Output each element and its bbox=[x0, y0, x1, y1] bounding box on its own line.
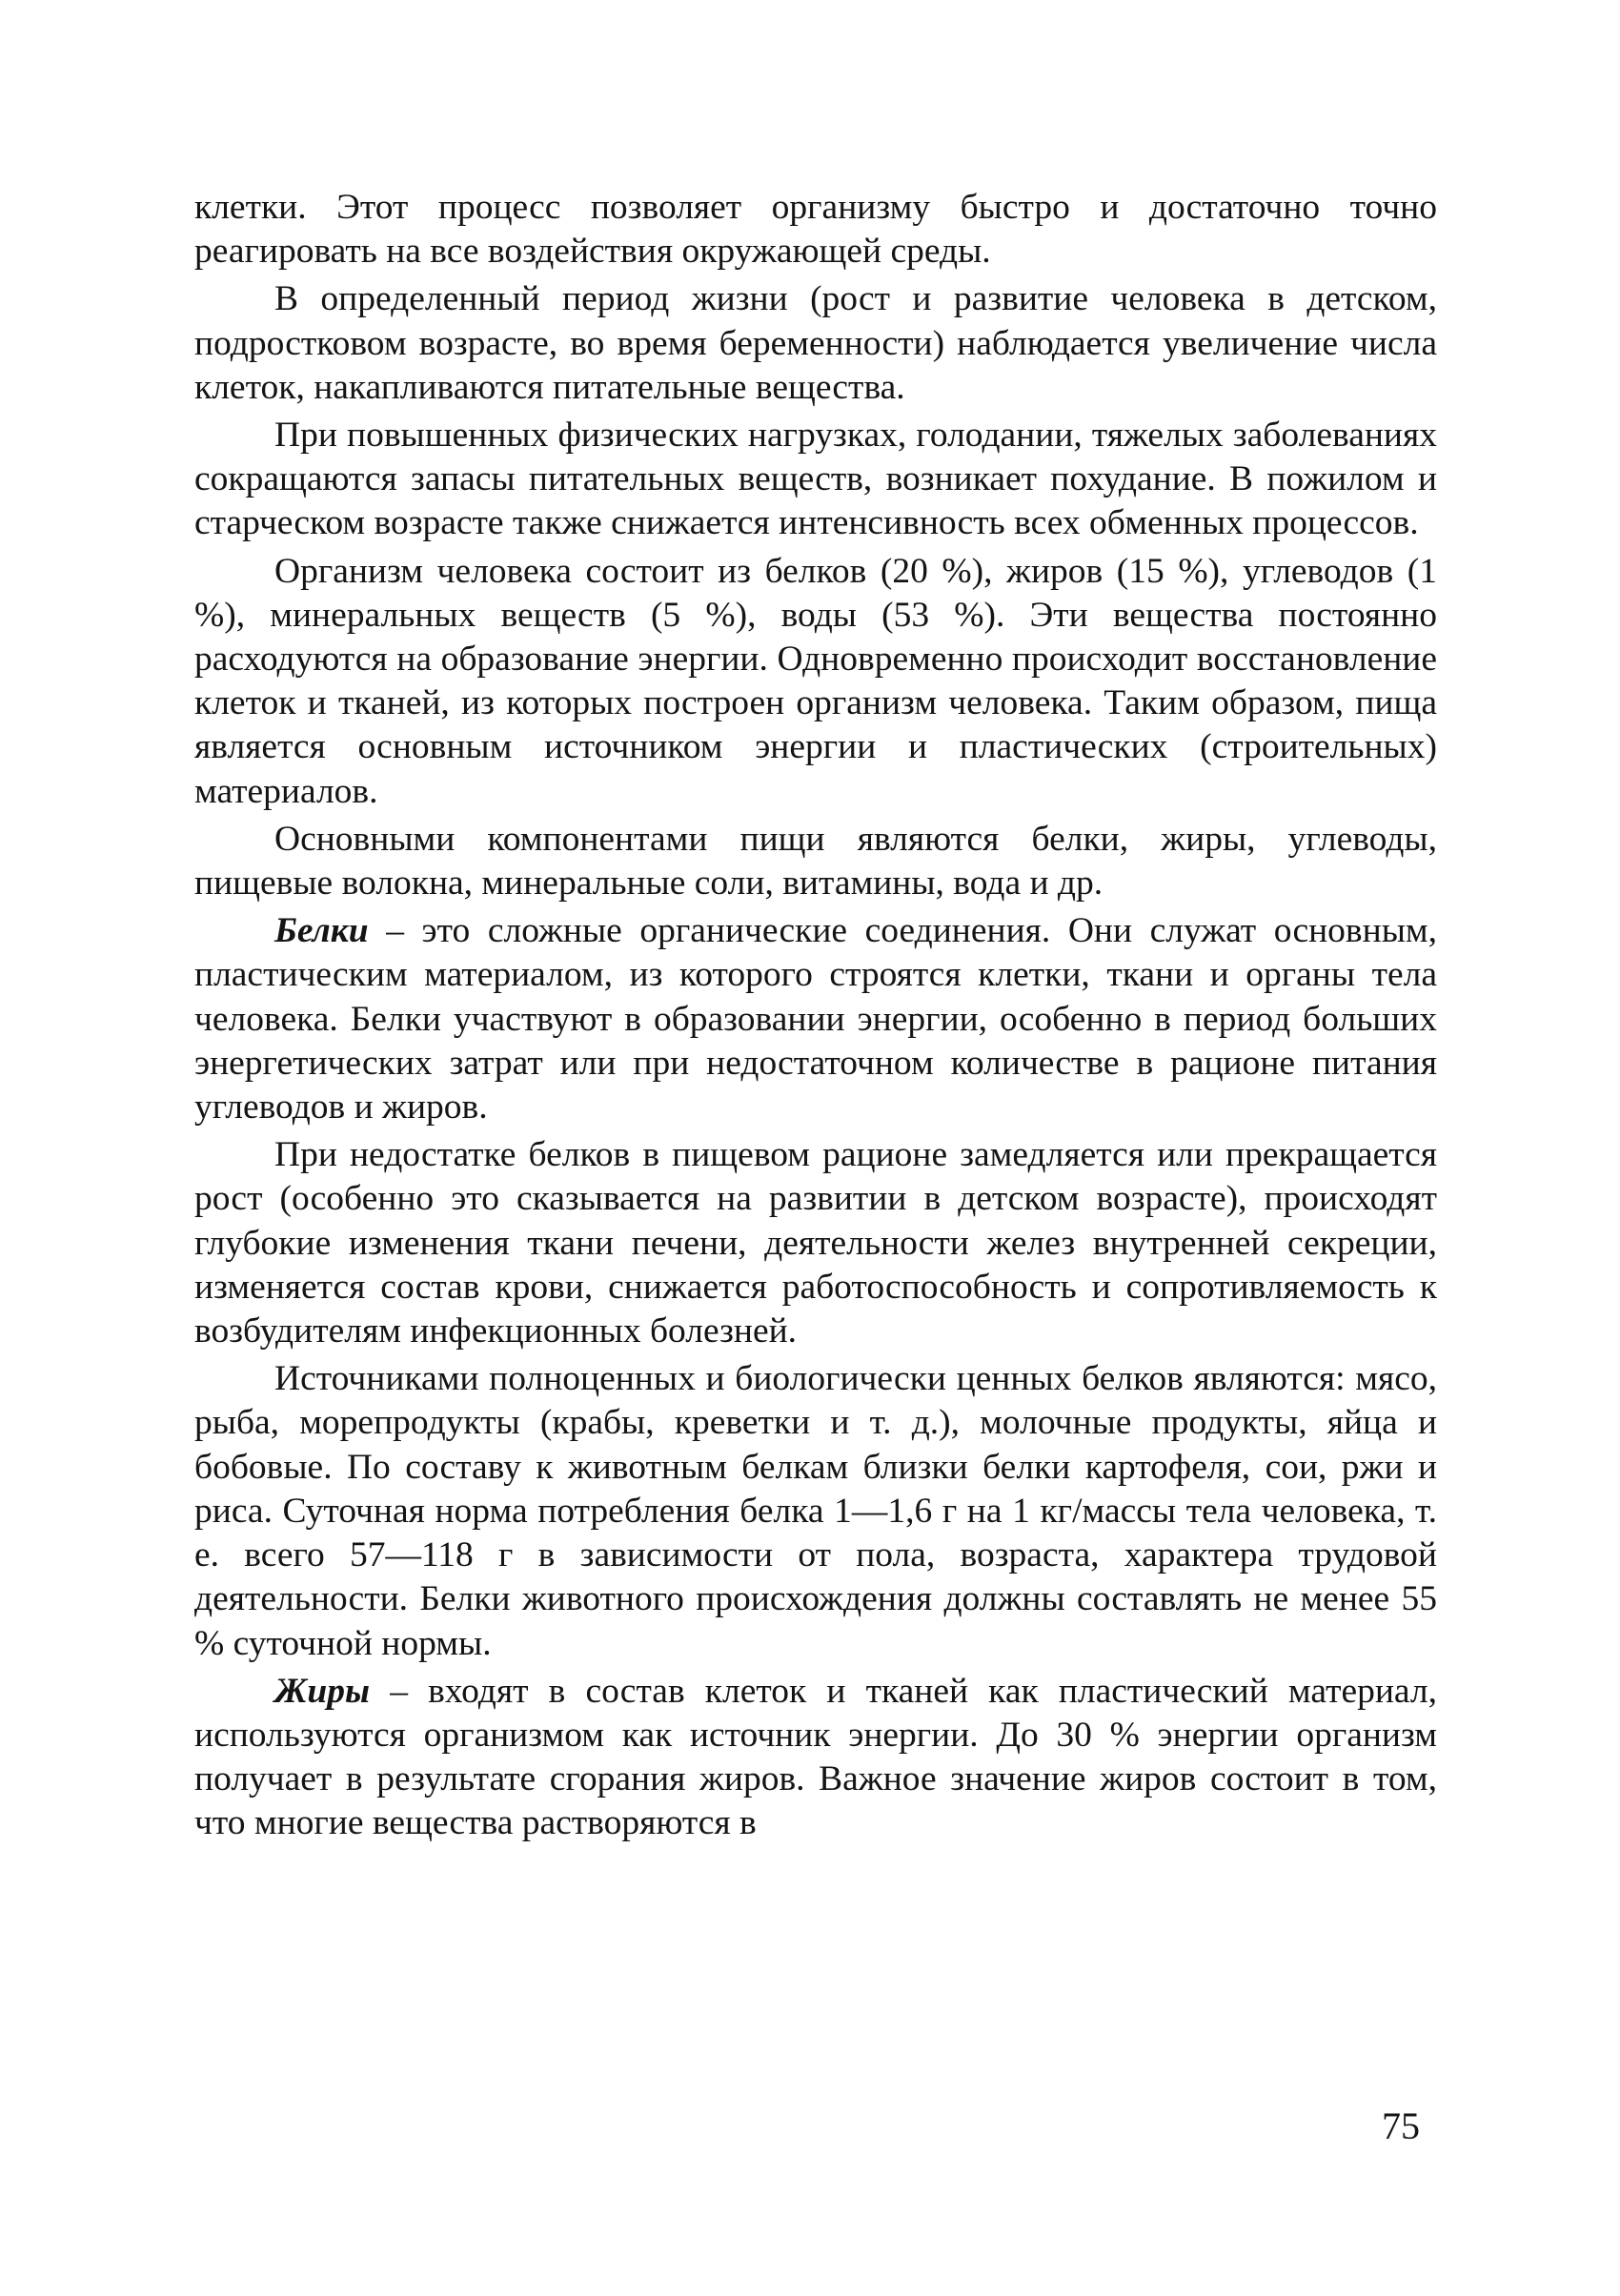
paragraph-5-text: Основными компонентами пищи являются белки, жиры, углеводы, пищевые волокна, минеральные соли, витамины, вода и др. bbox=[194, 819, 1437, 904]
paragraph-7-text: При недостатке белков в пищевом рационе замедляется или прекращается рост (особенно это сказывается на развитии в детском возрасте), происходят глубокие изменения ткани печени, деятельности желез внутренней секреции, изменяется состав крови, снижается работоспособность и сопротивляемость к возбудителям инфекционных болезней. bbox=[194, 1135, 1437, 1351]
paragraph-8 bbox=[194, 1357, 1437, 1665]
paragraph-6 bbox=[194, 909, 1437, 1129]
paragraph-7 bbox=[194, 1133, 1437, 1353]
page-number: 75 bbox=[1382, 2104, 1420, 2147]
paragraph-3 bbox=[194, 414, 1437, 546]
paragraph-6-text: – это сложные органические соединения. Они служат основным, пластическим материалом, из которого строятся клетки, ткани и органы тела человека. Белки участвуют в образовании энергии, особенно в период больших энергетических затрат или при недостаточном количестве в рационе питания углеводов и жиров. bbox=[194, 911, 1437, 1128]
term-fats: Жиры bbox=[274, 1671, 371, 1711]
term-proteins: Белки bbox=[274, 911, 369, 951]
page-body-text bbox=[194, 186, 1437, 1850]
paragraph-1 bbox=[194, 186, 1437, 274]
paragraph-8-text: Источниками полноценных и биологически ценных белков являются: мясо, рыба, морепродукты (крабы, креветки и т. д.), молочные продукты, яйца и бобовые. По составу к животным белкам близки белки картофеля, сои, ржи и риса. Суточная норма потребления белка 1—1,6 г на 1 кг/массы тела человека, т. е. всего 57—118 г в зависимости от пола, возраста, характера трудовой деятельности. Белки животного происхождения должны составлять не менее 55 % суточной нормы. bbox=[194, 1359, 1437, 1663]
paragraph-2 bbox=[194, 277, 1437, 410]
paragraph-2-text: В определенный период жизни (рост и развитие человека в детском, подростковом возрасте, во время беременности) наблюдается увеличение числа клеток, накапливаются питательные вещества. bbox=[194, 279, 1437, 407]
paragraph-9-text: – входят в состав клеток и тканей как пластический материал, используются организмом как источник энергии. До 30 % энергии организм получает в результате сгорания жиров. Важное значение жиров состоит в том, что многие вещества растворяются в bbox=[194, 1671, 1437, 1843]
paragraph-3-text: При повышенных физических нагрузках, голодании, тяжелых заболеваниях сокращаются запасы питательных веществ, возникает похудание. В пожилом и старческом возрасте также снижается интенсивность всех обменных процессов. bbox=[194, 416, 1437, 543]
paragraph-4-text: Организм человека состоит из белков (20 %), жиров (15 %), углеводов (1 %), минеральных веществ (5 %), воды (53 %). Эти вещества постоянно расходуются на образование энергии. Одновременно происходит восстановление клеток и тканей, из которых построен организм человека. Таким образом, пища является основным источником энергии и пластических (строительных) материалов. bbox=[194, 551, 1437, 811]
paragraph-9 bbox=[194, 1670, 1437, 1846]
paragraph-5 bbox=[194, 818, 1437, 905]
paragraph-4 bbox=[194, 550, 1437, 814]
paragraph-1-text: клетки. Этот процесс позволяет организму быстро и достаточно точно реагировать на все воздействия окружающей среды. bbox=[194, 188, 1437, 272]
